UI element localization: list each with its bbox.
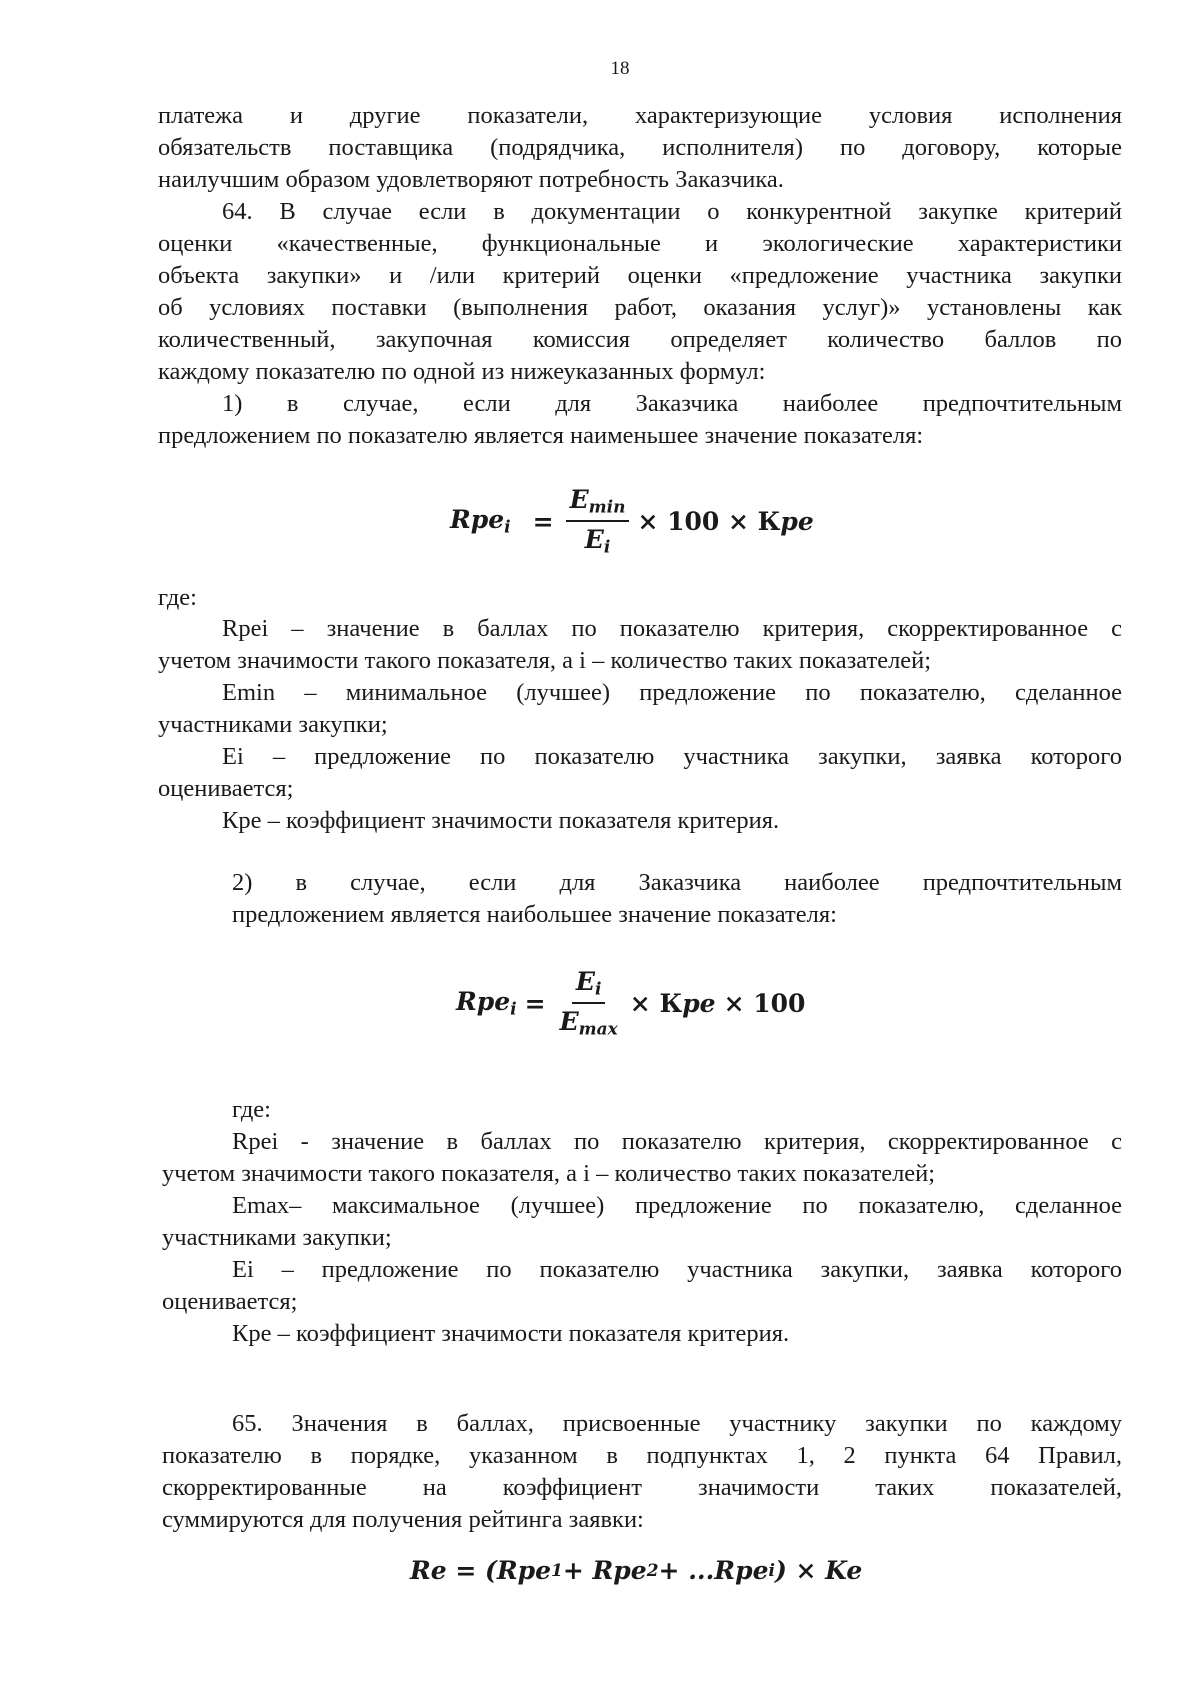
- text-line: участниками закупки;: [158, 711, 388, 738]
- text-line: оценки «качественные, функциональные и экологические характеристики: [158, 230, 1122, 257]
- text-line: Rpei - значение в баллах по показателю критерия, скорректированное с: [232, 1128, 1122, 1155]
- text-line: Ei – предложение по показателю участника закупки, заявка которого: [222, 743, 1122, 770]
- text-line: учетом значимости такого показателя, а i – количество таких показателей;: [158, 647, 932, 674]
- paragraph-64-start: 64. В случае если в документации о конкурентной закупке критерий: [222, 198, 1122, 225]
- text-line: скорректированные на коэффициент значимости таких показателей,: [162, 1474, 1122, 1501]
- text-line: где:: [158, 584, 197, 611]
- text-line: оценивается;: [162, 1288, 298, 1315]
- text-line: наилучшим образом удовлетворяют потребность Заказчика.: [158, 166, 784, 193]
- page-number: 18: [610, 58, 630, 79]
- subitem-1-start: 1) в случае, если для Заказчика наиболее предпочтительным: [222, 390, 1122, 417]
- formula-lhs: Rpe$_i$: [456, 987, 517, 1020]
- text-line: Emin – минимальное (лучшее) предложение по показателю, сделанное: [222, 679, 1122, 706]
- text-line: Rpei – значение в баллах по показателю критерия, скорректированное с: [222, 615, 1122, 642]
- text-line: суммируются для получения рейтинга заявки:: [162, 1506, 644, 1533]
- text-line: Emax– максимальное (лучшее) предложение по показателю, сделанное: [232, 1192, 1122, 1219]
- paragraph-65-start: 65. Значения в баллах, присвоенные участнику закупки по каждому: [232, 1410, 1122, 1437]
- formula-rating: Re = (Rpe 1 + Rpe 2 + ...Rpe i ) × Ke: [410, 1556, 863, 1585]
- text-line: обязательств поставщика (подрядчика, исполнителя) по договору, которые: [158, 134, 1122, 161]
- subitem-2-start: 2) в случае, если для Заказчика наиболее предпочтительным: [232, 869, 1122, 896]
- text-line: платежа и другие показатели, характеризующие условия исполнения: [158, 102, 1122, 129]
- text-line: где:: [232, 1096, 271, 1123]
- text-line: предложением по показателю является наименьшее значение показателя:: [158, 422, 924, 449]
- text-line: каждому показателю по одной из нижеуказанных формул:: [158, 358, 766, 385]
- formula-lhs: Rpe$_i$: [450, 505, 511, 538]
- text-line: оценивается;: [158, 775, 294, 802]
- text-line: Кре – коэффициент значимости показателя критерия.: [222, 807, 780, 834]
- text-line: объекта закупки» и /или критерий оценки «предложение участника закупки: [158, 262, 1122, 289]
- formula-fraction: $\frac{E_{min}}{E_i}$: [566, 485, 630, 558]
- text-line: предложением является наибольшее значение показателя:: [232, 901, 837, 928]
- formula-max: Rpe$_i$ = $\frac{E_i}{E_{max}}$ × К pe × 100: [456, 967, 806, 1040]
- text-line: участниками закупки;: [162, 1224, 392, 1251]
- text-line: Кре – коэффициент значимости показателя критерия.: [232, 1320, 790, 1347]
- text-line: показателю в порядке, указанном в подпунктах 1, 2 пункта 64 Правил,: [162, 1442, 1122, 1469]
- text-line: Ei – предложение по показателю участника закупки, заявка которого: [232, 1256, 1122, 1283]
- text-line: учетом значимости такого показателя, а i – количество таких показателей;: [162, 1160, 936, 1187]
- text-line: количественный, закупочная комиссия определяет количество баллов по: [158, 326, 1122, 353]
- formula-min: Rpe$_i$ = $\frac{E_{min}}{E_i}$ × 100 × К pe: [450, 485, 814, 558]
- text-line: об условиях поставки (выполнения работ, оказания услуг)» установлены как: [158, 294, 1122, 321]
- formula-fraction: $\frac{E_i}{E_{max}}$: [559, 967, 618, 1040]
